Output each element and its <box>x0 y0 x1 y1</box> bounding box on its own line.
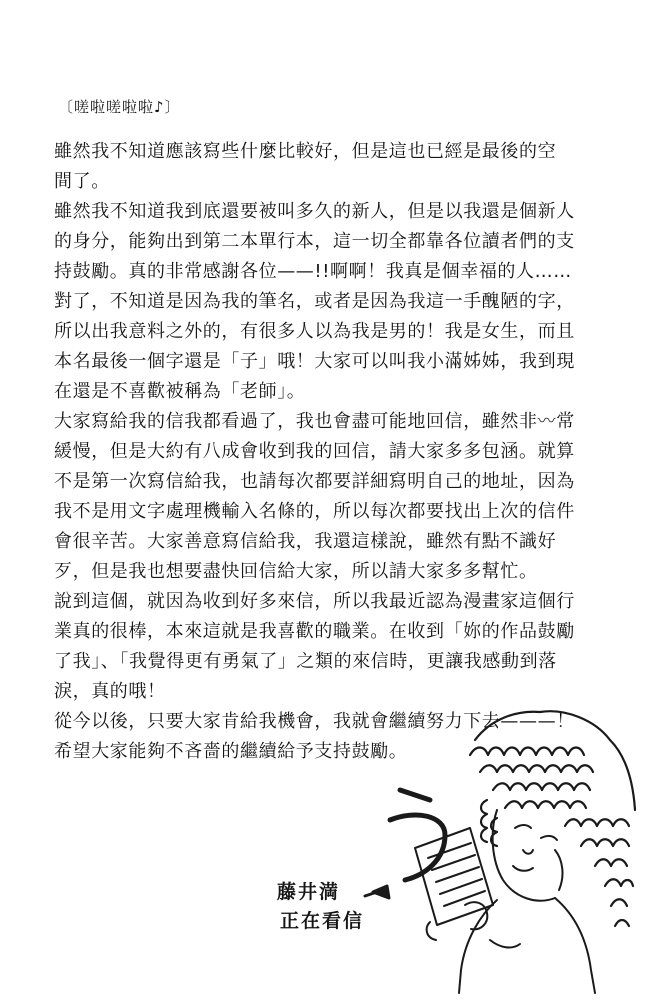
text-line: 說到這個，就因為收到好多來信，所以我最近認為漫畫家這個行 <box>54 591 575 612</box>
text-line: 業真的很棒，本來這就是我喜歡的職業。在收到「妳的作品鼓勵 <box>54 621 575 642</box>
pointer-arrow-drawing <box>365 886 389 898</box>
text-line: 會很辛苦。大家善意寫信給我，我還這樣說，雖然有點不識好 <box>54 531 557 552</box>
section-heading: 〔嗟啦嗟啦啦♪〕 <box>58 98 181 116</box>
text-line: 雖然我不知道我到底還要被叫多久的新人，但是以我還是個新人 <box>54 201 575 222</box>
exclamation-mark-drawing <box>390 790 445 880</box>
text-line: 所以出我意料之外的，有很多人以為我是男的！我是女生，而且 <box>54 321 575 342</box>
text-line: 歹，但是我也想要盡快回信給大家，所以請大家多多幫忙。 <box>54 561 538 582</box>
text-line: 希望大家能夠不吝嗇的繼續給予支持鼓勵。 <box>54 741 408 762</box>
caption-artist-name: 藤井満 <box>277 881 341 903</box>
exclamation-text: う <box>265 700 266 701</box>
body-drawing <box>459 898 595 993</box>
text-line: 雖然我不知道應該寫些什麼比較好，但是這也已經是最後的空 <box>54 141 557 162</box>
text-line: 我不是用文字處理機輸入名條的，所以每次都要找出上次的信件 <box>54 501 575 522</box>
text-line: 持鼓勵。真的非常感謝各位——!!啊啊！我真是個幸福的人…… <box>54 261 572 282</box>
letter-drawing <box>415 828 493 940</box>
text-line: 緩慢，但是大約有八成會收到我的回信，請大家多多包涵。就算 <box>54 441 575 462</box>
text-line: 淚，真的哦！ <box>54 681 166 702</box>
text-line: 不是第一次寫信給我，也請每次都要詳細寫明自己的地址，因為 <box>54 471 575 492</box>
text-line: 間了。 <box>54 171 110 192</box>
text-line: 對了，不知道是因為我的筆名，或者是因為我這一手醜陋的字， <box>54 291 575 312</box>
artist-reading-letter-illustration <box>265 700 645 995</box>
caption-reading-letter: 正在看信 <box>280 910 365 932</box>
body-text <box>54 137 594 767</box>
text-line: 從今以後，只要大家肯給我機會，我就會繼續努力下去———！ <box>54 711 575 732</box>
text-line: 的身分，能夠出到第二本單行本，這一切全都靠各位讀者們的支 <box>54 231 575 252</box>
text-line: 大家寫給我的信我都看過了，我也會盡可能地回信，雖然非〰常 <box>54 411 575 432</box>
text-line: 了我」、「我覺得更有勇氣了」之類的來信時，更讓我感動到落 <box>54 651 557 672</box>
text-line: 在還是不喜歡被稱為「老師」。 <box>54 381 306 402</box>
face-drawing <box>493 810 563 901</box>
text-line: 本名最後一個字還是「子」哦！大家可以叫我小滿姊姊，我到現 <box>54 351 575 372</box>
